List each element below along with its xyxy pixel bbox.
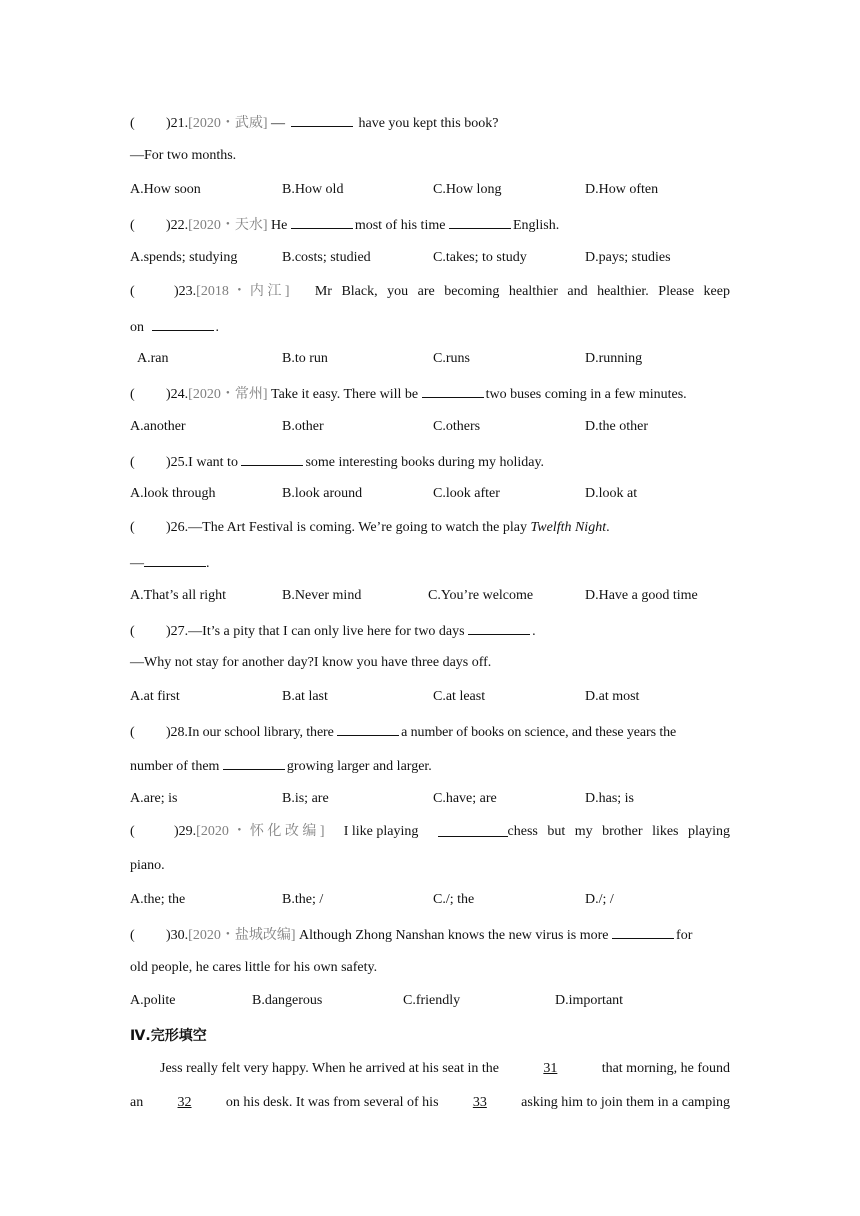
answer-paren[interactable]: ( bbox=[130, 824, 135, 839]
question-23-line2 bbox=[130, 316, 730, 338]
question-source: [2018 ・ 内 江 ] bbox=[196, 284, 290, 299]
question-number: )24. bbox=[166, 387, 189, 402]
option-c[interactable]: C.How long bbox=[433, 182, 502, 197]
question-text: . bbox=[606, 520, 610, 535]
question-text: —It’s a pity that I can only live here for two days bbox=[188, 624, 469, 639]
question-21 bbox=[130, 112, 730, 134]
answer-paren[interactable]: ( bbox=[130, 218, 135, 233]
option-d[interactable]: D.pays; studies bbox=[585, 250, 671, 265]
question-text: Mr Black, you are becoming healthier and healthier. Please keep bbox=[314, 284, 730, 299]
option-c[interactable]: C.takes; to study bbox=[433, 250, 527, 265]
question-number: )29. bbox=[174, 824, 197, 839]
option-c[interactable]: C.runs bbox=[433, 351, 470, 366]
question-text: some interesting books during my holiday. bbox=[305, 455, 545, 470]
option-b[interactable]: B.dangerous bbox=[252, 993, 323, 1008]
cloze-line-1 bbox=[130, 1059, 730, 1079]
answer-paren[interactable]: ( bbox=[130, 116, 135, 131]
question-text: —The Art Festival is coming. We’re going to watch the play bbox=[188, 520, 531, 535]
answer-paren[interactable]: ( bbox=[130, 455, 135, 470]
option-d[interactable]: D./; / bbox=[585, 892, 614, 907]
answer-blank[interactable] bbox=[337, 721, 399, 736]
answer-blank[interactable] bbox=[612, 924, 674, 939]
cloze-blank-33[interactable]: 33 bbox=[472, 1095, 487, 1110]
answer-blank[interactable] bbox=[144, 552, 206, 567]
question-number: )21. bbox=[166, 116, 189, 131]
option-d[interactable]: D.look at bbox=[585, 486, 638, 501]
question-24 bbox=[130, 383, 730, 405]
option-a[interactable]: A.another bbox=[130, 419, 186, 434]
option-d[interactable]: D.the other bbox=[585, 419, 648, 434]
question-22 bbox=[130, 214, 730, 236]
question-30 bbox=[130, 924, 730, 946]
question-text: — bbox=[267, 116, 285, 131]
question-text: growing larger and larger. bbox=[286, 759, 432, 774]
question-23 bbox=[130, 282, 730, 302]
question-29 bbox=[130, 822, 730, 842]
option-a[interactable]: A.That’s all right bbox=[130, 588, 227, 603]
question-30-line2: old people, he cares little for his own safety. bbox=[130, 960, 378, 975]
question-text: . bbox=[532, 624, 536, 639]
answer-blank[interactable] bbox=[291, 214, 353, 229]
question-text: Although Zhong Nanshan knows the new virus is more bbox=[295, 928, 613, 943]
question-source: [2020・天水] bbox=[188, 218, 268, 233]
answer-blank[interactable] bbox=[241, 451, 303, 466]
option-a[interactable]: A.the; the bbox=[130, 892, 186, 907]
option-c[interactable]: C./; the bbox=[433, 892, 475, 907]
question-28 bbox=[130, 721, 730, 743]
question-source: [2020・盐城改编] bbox=[188, 928, 296, 943]
question-29-line2: piano. bbox=[130, 858, 165, 873]
option-b[interactable]: B.is; are bbox=[282, 791, 329, 806]
cloze-blank-31[interactable]: 31 bbox=[543, 1061, 558, 1076]
answer-blank[interactable] bbox=[438, 822, 508, 837]
question-text: I like playing bbox=[343, 824, 419, 839]
option-c[interactable]: C.friendly bbox=[403, 993, 461, 1008]
dash: — bbox=[130, 556, 144, 571]
option-d[interactable]: D.at most bbox=[585, 689, 640, 704]
option-c[interactable]: C.at least bbox=[433, 689, 486, 704]
option-a[interactable]: A.How soon bbox=[130, 182, 201, 197]
question-28-line2 bbox=[130, 755, 730, 777]
answer-blank[interactable] bbox=[468, 620, 530, 635]
option-a[interactable]: A.polite bbox=[130, 993, 176, 1008]
question-26 bbox=[130, 518, 730, 538]
option-c[interactable]: C.others bbox=[433, 419, 481, 434]
answer-paren[interactable]: ( bbox=[130, 725, 135, 740]
question-text: He bbox=[267, 218, 291, 233]
question-number: )28. bbox=[166, 725, 188, 740]
section-heading: Ⅳ.完形填空 bbox=[130, 1028, 207, 1044]
option-d[interactable]: D.has; is bbox=[585, 791, 634, 806]
cloze-text: an bbox=[130, 1095, 144, 1110]
dialog-answer: —Why not stay for another day?I know you have three days off. bbox=[130, 655, 492, 670]
option-b[interactable]: B.How old bbox=[282, 182, 344, 197]
question-text: a number of books on science, and these years the bbox=[401, 725, 677, 740]
cloze-line-2 bbox=[130, 1093, 730, 1113]
answer-blank[interactable] bbox=[223, 755, 285, 770]
option-a[interactable]: A.ran bbox=[137, 351, 169, 366]
option-b[interactable]: B.other bbox=[282, 419, 324, 434]
question-25 bbox=[130, 451, 730, 473]
question-number: )25. bbox=[166, 455, 189, 470]
option-c[interactable]: C.have; are bbox=[433, 791, 497, 806]
option-b[interactable]: B.costs; studied bbox=[282, 250, 371, 265]
answer-blank[interactable] bbox=[291, 112, 353, 127]
question-number: )22. bbox=[166, 218, 189, 233]
option-b[interactable]: B.look around bbox=[282, 486, 363, 501]
question-number: )27. bbox=[166, 624, 189, 639]
answer-paren[interactable]: ( bbox=[130, 520, 135, 535]
answer-paren[interactable]: ( bbox=[130, 387, 135, 402]
question-source: [2020 ・ 怀 化 改 编 ] bbox=[196, 824, 325, 839]
cloze-text: on his desk. It was from several of his bbox=[225, 1095, 439, 1110]
question-number: )30. bbox=[166, 928, 189, 943]
option-d[interactable]: D.Have a good time bbox=[585, 588, 698, 603]
option-a[interactable]: A.are; is bbox=[130, 791, 178, 806]
question-source: [2020・常州] bbox=[188, 387, 268, 402]
question-text: for bbox=[676, 928, 693, 943]
question-text: most of his time bbox=[354, 218, 449, 233]
question-number: )23. bbox=[174, 284, 197, 299]
question-text: on bbox=[130, 320, 148, 335]
question-27 bbox=[130, 620, 730, 642]
option-b[interactable]: B.Never mind bbox=[282, 588, 362, 603]
question-text: number of them bbox=[130, 759, 223, 774]
question-26-answer bbox=[130, 552, 730, 574]
option-c[interactable]: C.look after bbox=[433, 486, 500, 501]
cloze-text: that morning, he found bbox=[601, 1061, 730, 1076]
option-d[interactable]: D.important bbox=[555, 993, 624, 1008]
question-number: )26. bbox=[166, 520, 189, 535]
cloze-text: asking him to join them in a camping bbox=[521, 1095, 730, 1110]
question-text: have you kept this book? bbox=[355, 116, 499, 131]
cloze-blank-32[interactable]: 32 bbox=[177, 1095, 192, 1110]
cloze-text: Jess really felt very happy. When he arrived at his seat in the bbox=[160, 1061, 499, 1076]
option-b[interactable]: B.the; / bbox=[282, 892, 324, 907]
option-d[interactable]: D.How often bbox=[585, 182, 659, 197]
answer-blank[interactable] bbox=[449, 214, 511, 229]
dialog-answer: —For two months. bbox=[130, 148, 237, 163]
answer-blank[interactable] bbox=[152, 316, 214, 331]
answer-paren[interactable]: ( bbox=[130, 624, 135, 639]
option-a[interactable]: A.spends; studying bbox=[130, 250, 238, 265]
question-text: I want to bbox=[188, 455, 242, 470]
answer-blank[interactable] bbox=[422, 383, 484, 398]
question-text: English. bbox=[512, 218, 560, 233]
option-a[interactable]: A.at first bbox=[130, 689, 180, 704]
option-c[interactable]: C.You’re welcome bbox=[428, 588, 534, 603]
answer-paren[interactable]: ( bbox=[130, 928, 135, 943]
question-text: two buses coming in a few minutes. bbox=[485, 387, 687, 402]
play-title: Twelfth Night bbox=[530, 520, 607, 535]
option-d[interactable]: D.running bbox=[585, 351, 643, 366]
option-a[interactable]: A.look through bbox=[130, 486, 216, 501]
option-b[interactable]: B.at last bbox=[282, 689, 328, 704]
question-text: In our school library, there bbox=[187, 725, 338, 740]
option-b[interactable]: B.to run bbox=[282, 351, 328, 366]
question-source: [2020・武威] bbox=[188, 116, 268, 131]
question-text: . bbox=[215, 320, 219, 335]
period: . bbox=[206, 556, 210, 571]
answer-paren[interactable]: ( bbox=[130, 284, 135, 299]
question-text: chess but my brother likes playing bbox=[507, 824, 730, 839]
question-text: Take it easy. There will be bbox=[267, 387, 422, 402]
